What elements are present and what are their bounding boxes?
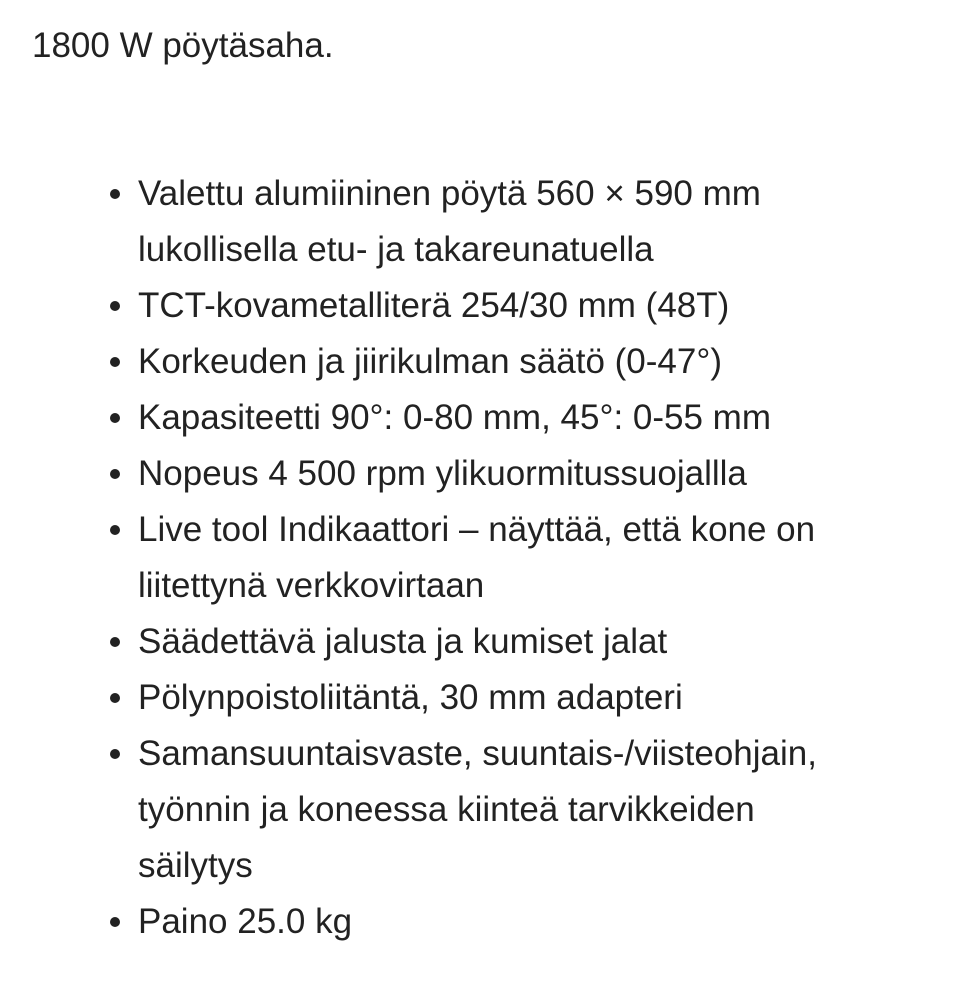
feature-item xyxy=(0,334,960,390)
bullet-icon xyxy=(110,525,120,535)
feature-text: Korkeuden ja jiirikulman säätö (0-47°) xyxy=(138,342,722,381)
feature-list xyxy=(0,166,960,950)
feature-item xyxy=(0,390,960,446)
bullet-icon xyxy=(110,917,120,927)
feature-item xyxy=(0,614,960,670)
bullet-icon xyxy=(110,469,120,479)
bullet-icon xyxy=(110,189,120,199)
feature-item xyxy=(0,446,960,502)
feature-text: Samansuuntaisvaste, suuntais-/viisteohjain, xyxy=(138,734,817,773)
feature-text: Kapasiteetti 90°: 0-80 mm, 45°: 0-55 mm xyxy=(138,398,771,437)
feature-text: liitettynä verkkovirtaan xyxy=(138,566,485,605)
feature-text: TCT-kovametalliterä 254/30 mm (48T) xyxy=(138,286,730,325)
feature-text: Nopeus 4 500 rpm ylikuormitussuojallla xyxy=(138,454,747,493)
product-intro: 1800 W pöytäsaha. xyxy=(32,26,334,65)
bullet-icon xyxy=(110,693,120,703)
feature-item xyxy=(0,166,960,278)
feature-text: työnnin ja koneessa kiinteä tarvikkeiden xyxy=(138,790,755,829)
feature-item xyxy=(0,670,960,726)
feature-text: lukollisella etu- ja takareunatuella xyxy=(138,230,654,269)
bullet-icon xyxy=(110,413,120,423)
feature-text: Säädettävä jalusta ja kumiset jalat xyxy=(138,622,668,661)
bullet-icon xyxy=(110,301,120,311)
feature-item xyxy=(0,278,960,334)
feature-text: Pölynpoistoliitäntä, 30 mm adapteri xyxy=(138,678,683,717)
feature-item xyxy=(0,894,960,950)
bullet-icon xyxy=(110,637,120,647)
feature-item xyxy=(0,726,960,894)
feature-text: Valettu alumiininen pöytä 560 × 590 mm xyxy=(138,174,761,213)
feature-text: Live tool Indikaattori – näyttää, että kone on xyxy=(138,510,816,549)
feature-text: säilytys xyxy=(138,846,253,885)
bullet-icon xyxy=(110,749,120,759)
bullet-icon xyxy=(110,357,120,367)
feature-item xyxy=(0,502,960,614)
feature-text: Paino 25.0 kg xyxy=(138,902,353,941)
